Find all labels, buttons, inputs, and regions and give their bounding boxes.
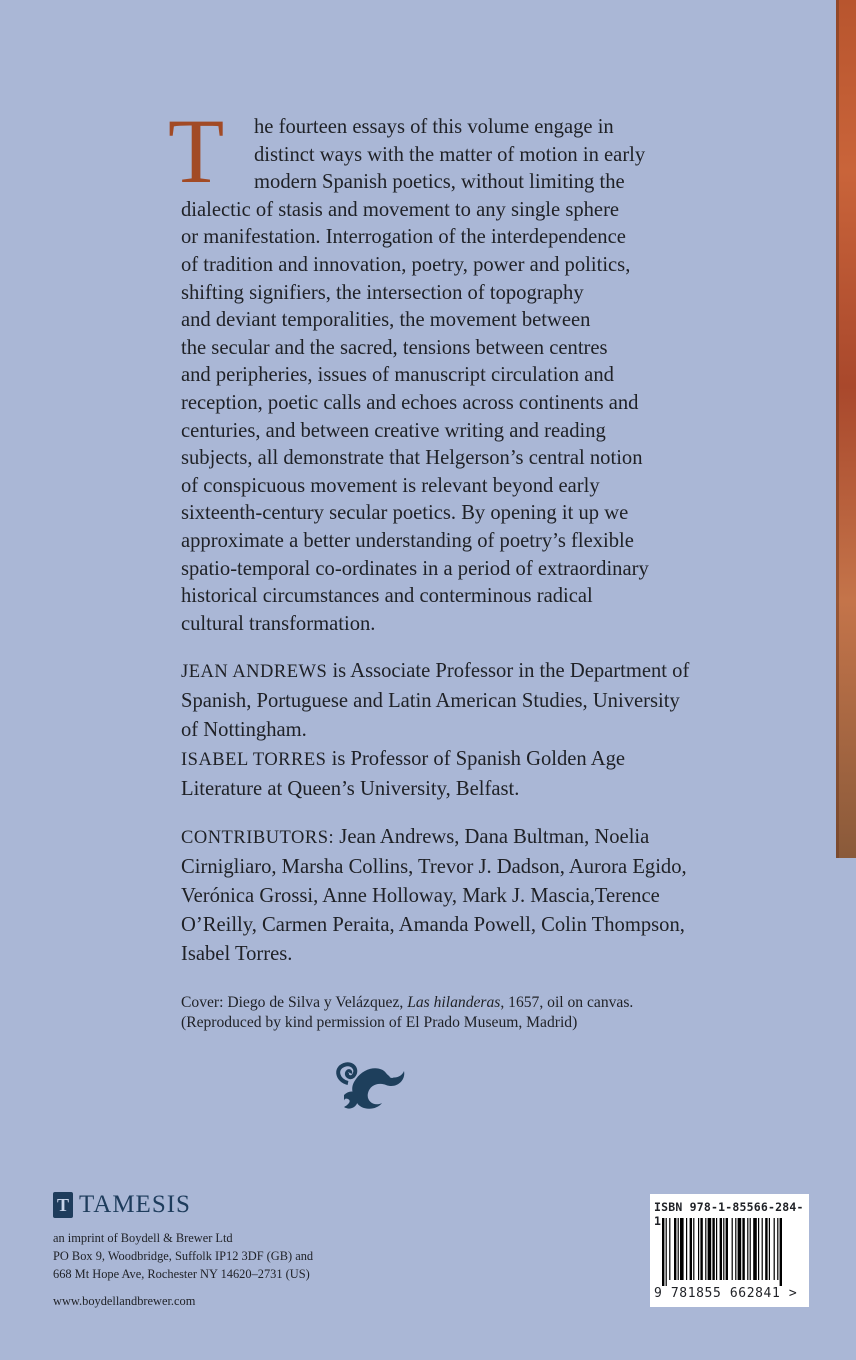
back-cover-text <box>168 100 701 1033</box>
publisher-name: TAMESIS <box>79 1191 191 1218</box>
blurb-line: cultural transformation. <box>181 612 376 635</box>
author-description: is Associate Professor in the Department of Spanish, Portuguese and Latin American Studies, University of Nottingham. <box>181 660 690 742</box>
author-description: is Professor of Spanish Golden Age Literature at Queen’s University, Belfast. <box>181 748 626 801</box>
author-name: JEAN ANDREWS <box>181 662 328 683</box>
author-name: ISABEL TORRES <box>181 750 327 771</box>
cover-credit-suffix: , 1657, oil on canvas. (Reproduced by kind permission of El Prado Museum, Madrid) <box>181 994 634 1032</box>
tamesis-logo-icon: T <box>53 1192 73 1218</box>
blurb-line: approximate a better understanding of poetry’s flexible <box>181 529 634 552</box>
publisher-logo <box>53 1191 453 1219</box>
blurb-line: subjects, all demonstrate that Helgerson’s central notion <box>181 447 643 470</box>
isbn-barcode <box>650 1194 809 1307</box>
blurb-line: of conspicuous movement is relevant beyond early <box>181 474 600 497</box>
publisher-block <box>53 1191 453 1309</box>
blurb-line: of tradition and innovation, poetry, power and politics, <box>181 253 631 276</box>
blurb-line: and peripheries, issues of manuscript circulation and <box>181 364 614 387</box>
blurb-paragraph <box>168 100 701 638</box>
publisher-imprint: an imprint of Boydell & Brewer Ltd <box>53 1231 233 1245</box>
author-bios <box>181 657 701 804</box>
blurb-line: shifting signifiers, the intersection of topography <box>181 281 584 304</box>
blurb-line: modern Spanish poetics, without limiting the <box>254 171 625 194</box>
isbn-number: ISBN 978-1-85566-284-1 <box>654 1200 804 1228</box>
cover-credit-prefix: Cover: Diego de Silva y Velázquez, <box>181 994 408 1012</box>
contributors-list <box>181 823 701 969</box>
barcode-bars-icon <box>660 1218 800 1288</box>
cover-painting-title: Las hilanderas <box>407 994 501 1012</box>
barcode-digits: 9 781855 662841 > <box>654 1286 798 1301</box>
cover-credit <box>181 993 701 1033</box>
blurb-line: distinct ways with the matter of motion in early <box>254 143 646 166</box>
blurb-line: the secular and the sacred, tensions between centres <box>181 336 608 359</box>
blurb-line: reception, poetic calls and echoes across continents and <box>181 391 639 414</box>
blurb-line: sixteenth-century secular poetics. By opening it up we <box>181 502 629 525</box>
blurb-line: dialectic of stasis and movement to any single sphere <box>181 198 620 221</box>
publisher-address-line: PO Box 9, Woodbridge, Suffolk IP12 3DF (GB) and <box>53 1249 314 1263</box>
contributors-names: Jean Andrews, Dana Bultman, Noelia Cirnigliaro, Marsha Collins, Trevor J. Dadson, Aurora Egido, Verónica Grossi, Anne Holloway, Mark J. Mascia,Terence O’Reilly, Carmen Peraita, Amanda Powell, Colin Thompson, Isabel Torres. <box>181 826 687 966</box>
cover-painting-edge <box>836 0 856 858</box>
blurb-line: spatio-temporal co-ordinates in a period of extraordinary <box>181 557 649 580</box>
blurb-line: or manifestation. Interrogation of the interdependence <box>181 226 626 249</box>
blurb-line: centuries, and between creative writing and reading <box>181 419 606 442</box>
contributors-label: CONTRIBUTORS: <box>181 828 335 849</box>
drop-cap: T <box>168 100 225 202</box>
blurb-line: and deviant temporalities, the movement between <box>181 309 591 332</box>
ornament-icon <box>330 1055 410 1117</box>
publisher-address-line: 668 Mt Hope Ave, Rochester NY 14620–2731 (US) <box>53 1267 310 1281</box>
blurb-line: he fourteen essays of this volume engage in <box>254 116 614 138</box>
author-bio <box>181 745 701 804</box>
publisher-website: www.boydellandbrewer.com <box>53 1294 196 1308</box>
blurb-line: historical circumstances and conterminous radical <box>181 585 593 608</box>
publisher-address <box>53 1229 453 1283</box>
author-bio <box>181 657 701 745</box>
